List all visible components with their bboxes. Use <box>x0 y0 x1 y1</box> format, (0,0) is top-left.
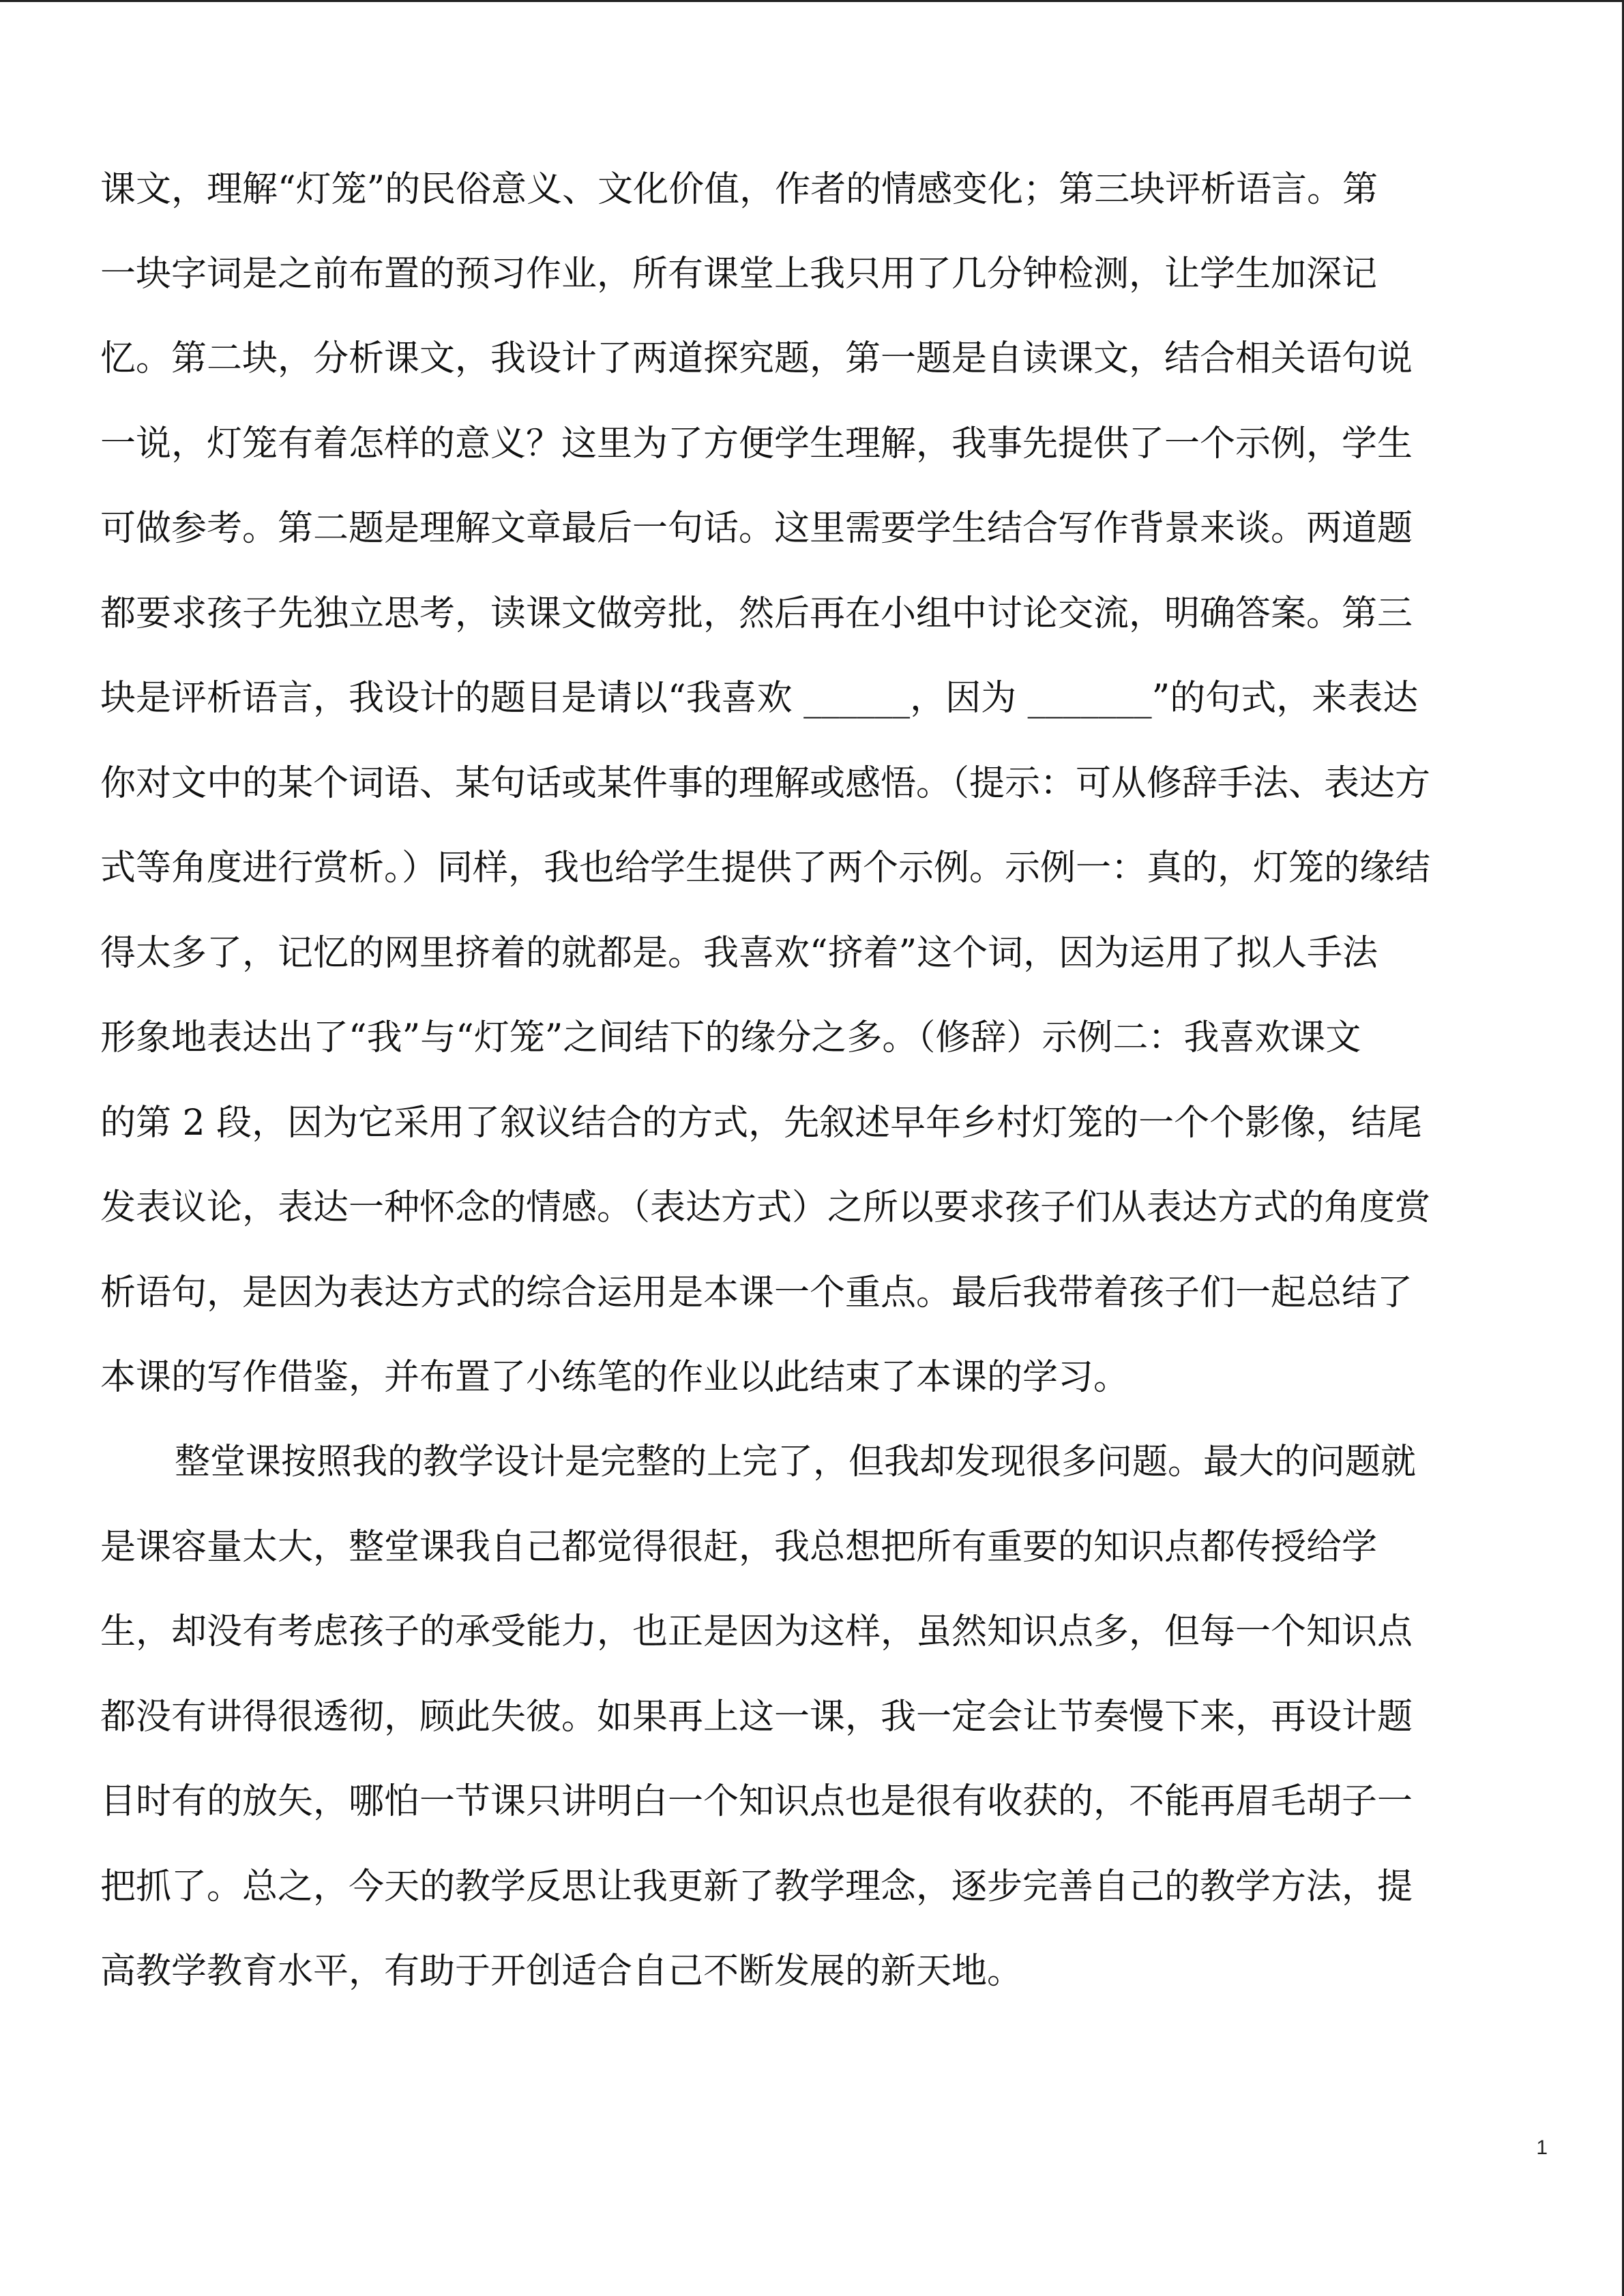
text-line: 的第 2 段，因为它采用了叙议结合的方式，先叙述早年乡村灯笼的一个个影像，结尾 <box>100 1103 1423 1144</box>
text-line: 都要求孩子先独立思考，读课文做旁批，然后再在小组中讨论交流，明确答案。第三 <box>100 593 1413 634</box>
text-line: 形象地表达出了“我”与“灯笼”之间结下的缘分之多。（修辞）示例二：我喜欢课文 <box>100 1017 1361 1058</box>
text-line: 高教学教育水平，有助于开创适合自己不断发展的新天地。 <box>100 1951 1023 1992</box>
text-line: 是课容量太大，整堂课我自己都觉得很赶，我总想把所有重要的知识点都传授给学 <box>100 1527 1378 1568</box>
text-line: 一说，灯笼有着怎样的意义？这里为了方便学生理解，我事先提供了一个示例，学生 <box>100 423 1413 464</box>
page-number: 1 <box>1536 2136 1548 2159</box>
text-line: 课文，理解“灯笼”的民俗意义、文化价值，作者的情感变化；第三块评析语言。第 <box>100 169 1378 210</box>
text-line: 目时有的放矢，哪怕一节课只讲明白一个知识点也是很有收获的，不能再眉毛胡子一 <box>100 1781 1413 1822</box>
text-line: 一块字词是之前布置的预习作业，所有课堂上我只用了几分钟检测，让学生加深记 <box>100 254 1378 295</box>
text-line: 得太多了，记忆的网里挤着的就都是。我喜欢“挤着”这个词，因为运用了拟人手法 <box>100 933 1378 974</box>
text-line: 可做参考。第二题是理解文章最后一句话。这里需要学生结合写作背景来谈。两道题 <box>100 508 1413 549</box>
text-line: 把抓了。总之，今天的教学反思让我更新了教学理念，逐步完善自己的教学方法，提 <box>100 1866 1413 1907</box>
text-line: 你对文中的某个词语、某句话或某件事的理解或感悟。（提示：可从修辞手法、表达方 <box>100 763 1431 804</box>
paragraph-first-line: 整堂课按照我的教学设计是完整的上完了，但我却发现很多问题。最大的问题就 <box>175 1442 1417 1482</box>
text-line: 生，却没有考虑孩子的承受能力，也正是因为这样，虽然知识点多，但每一个知识点 <box>100 1611 1413 1652</box>
text-line: 式等角度进行赏析。）同样，我也给学生提供了两个示例。示例一：真的，灯笼的缘结 <box>100 848 1431 889</box>
top-border <box>0 0 1624 2</box>
text-line: 发表议论，表达一种怀念的情感。（表达方式）之所以要求孩子们从表达方式的角度赏 <box>100 1187 1431 1228</box>
text-line: 忆。第二块，分析课文，我设计了两道探究题，第一题是自读课文，结合相关语句说 <box>100 338 1413 379</box>
text-line: 析语句，是因为表达方式的综合运用是本课一个重点。最后我带着孩子们一起总结了 <box>100 1272 1413 1313</box>
text-line: 都没有讲得很透彻，顾此失彼。如果再上这一课，我一定会让节奏慢下来，再设计题 <box>100 1697 1413 1738</box>
text-line: 块是评析语言，我设计的题目是请以“我喜欢 ______，因为 _______”的句式，来表达 <box>100 678 1419 719</box>
text-line: 本课的写作借鉴，并布置了小练笔的作业以此结束了本课的学习。 <box>100 1357 1130 1398</box>
